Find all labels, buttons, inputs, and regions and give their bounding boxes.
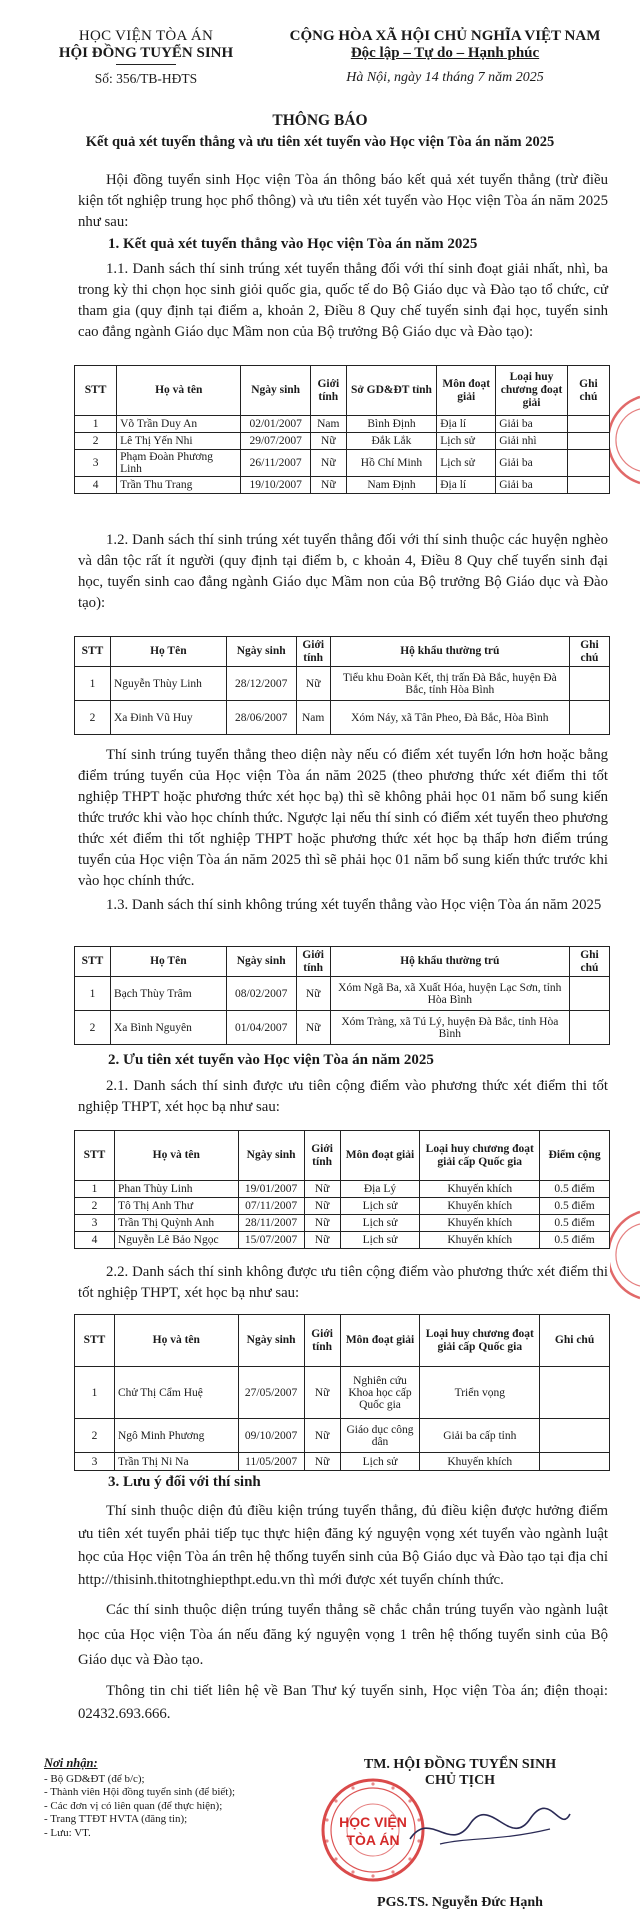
table-cell (540, 1419, 610, 1453)
table-1-3 (74, 946, 610, 1045)
table-cell: Nữ (296, 667, 330, 701)
table-cell: Nữ (304, 1181, 340, 1198)
recipient-item: - Các đơn vị có liên quan (để thực hiện); (44, 1799, 223, 1812)
table-cell: Ngô Minh Phương (114, 1419, 238, 1453)
table-cell: 1 (75, 977, 111, 1011)
table-cell: 2 (75, 433, 117, 450)
table-header-cell: Giới tính (304, 1315, 340, 1367)
table-cell: 1 (75, 1367, 115, 1419)
table-cell: Nguyễn Lê Bảo Ngọc (114, 1232, 238, 1249)
table-cell: Nam (310, 416, 346, 433)
table-cell: Xóm Náy, xã Tân Pheo, Đà Bắc, Hòa Bình (330, 701, 569, 735)
section2-1-paragraph: 2.1. Danh sách thí sinh được ưu tiên cộng điểm vào phương thức xét điểm thi tốt nghiệp THPT, xét học bạ như sau: (78, 1078, 608, 1115)
table-cell: Phạm Đoàn Phương Linh (117, 450, 241, 477)
table-cell (540, 1367, 610, 1419)
table-cell (569, 1011, 609, 1045)
table-header-cell: Họ và tên (117, 366, 241, 416)
table-header-cell: Họ Tên (110, 947, 226, 977)
section1-2-paragraph: 1.2. Danh sách thí sinh trúng xét tuyển thẳng đối với thí sinh thuộc các huyện nghèo và dân tộc rất ít người (quy định tại điểm b, c khoản 4, Điều 8 Quy chế tuyển sinh đại học, tuyển sinh cao đẳng ngành Giáo dục Mầm non của Bộ trưởng Bộ Giáo dục và Đào tạo): (78, 532, 608, 611)
table-cell: 3 (75, 1215, 115, 1232)
table-cell: Nam Định (346, 477, 437, 494)
table-cell: 28/12/2007 (226, 667, 296, 701)
national-title: CỘNG HÒA XÃ HỘI CHỦ NGHĨA VIỆT NAM (289, 28, 601, 44)
table-row (75, 1215, 610, 1232)
table-cell: 1 (75, 416, 117, 433)
table-cell: 02/01/2007 (241, 416, 311, 433)
recipient-item: - Thành viên Hội đồng tuyển sinh (để biết); (44, 1786, 236, 1798)
table-header-cell: Ngày sinh (238, 1131, 304, 1181)
table-header-cell: STT (75, 366, 117, 416)
table-cell: 2 (75, 1198, 115, 1215)
recipient-item: - Lưu: VT. (44, 1826, 91, 1839)
table-cell: 01/04/2007 (226, 1011, 296, 1045)
table-cell: Nữ (310, 477, 346, 494)
table-cell: Nữ (304, 1198, 340, 1215)
table-cell: Trần Thu Trang (117, 477, 241, 494)
national-block (270, 28, 620, 86)
table-cell (567, 433, 609, 450)
seal-text-line2: TÒA ÁN (346, 1832, 400, 1848)
table-cell: Triển vọng (420, 1367, 540, 1419)
table-header-cell: Loại huy chương đoạt giải cấp Quốc gia (420, 1315, 540, 1367)
table-cell: 1 (75, 667, 111, 701)
table-cell: 4 (75, 477, 117, 494)
handwritten-signature-icon (400, 1799, 580, 1859)
table-header-cell: Ghi chú (540, 1315, 610, 1367)
table-cell: Hồ Chí Minh (346, 450, 437, 477)
table-2-2 (74, 1314, 610, 1471)
table-header-cell: Ngày sinh (226, 947, 296, 977)
table-header-cell: Sở GD&ĐT tỉnh (346, 366, 437, 416)
table-cell: Lê Thị Yến Nhi (117, 433, 241, 450)
table-header-cell: Loại huy chương đoạt giải cấp Quốc gia (420, 1131, 540, 1181)
table-cell: 0.5 điểm (540, 1232, 610, 1249)
table-header-cell: Hộ khẩu thường trú (330, 637, 569, 667)
table-cell: Giải nhì (496, 433, 568, 450)
table-cell: Xa Đinh Vũ Huy (110, 701, 226, 735)
table-cell: Tô Thị Anh Thư (114, 1198, 238, 1215)
section3-heading: 3. Lưu ý đối với thí sinh (108, 1474, 261, 1490)
table-2-1 (74, 1130, 610, 1249)
table-cell: Nghiên cứu Khoa học cấp Quốc gia (340, 1367, 420, 1419)
table-cell: 19/01/2007 (238, 1181, 304, 1198)
table-cell: Xa Bình Nguyên (110, 1011, 226, 1045)
table-cell: 2 (75, 1419, 115, 1453)
table-cell: Nữ (296, 1011, 330, 1045)
table-cell: Lịch sử (340, 1232, 420, 1249)
table-cell: Xóm Ngã Ba, xã Xuất Hóa, huyện Lạc Sơn, tỉnh Hòa Bình (330, 977, 569, 1011)
table-cell: Nữ (310, 433, 346, 450)
table-cell: Giải ba (496, 477, 568, 494)
issuer-org: HỌC VIỆN TÒA ÁN (78, 28, 214, 44)
table-cell: 4 (75, 1232, 115, 1249)
issuer-block (36, 28, 256, 87)
section3-paragraph-1: Thí sinh thuộc diện đủ điều kiện trúng tuyển thẳng, đủ điều kiện được hưởng điểm ưu tiên xét tuyển phải tiếp tục thực hiện đăng ký nguyện vọng xét tuyển vào ngành luật học của Học viện Tòa án trên hệ thống tuyển sinh của Bộ Giáo dục và Đào tạo tại địa chỉ http://thisinh.thitotnghiepthpt.edu.vn thì mới được xét tuyển chính thức. (78, 1503, 608, 1588)
recipients-block (44, 1757, 294, 1840)
section3-paragraph-3: Thông tin chi tiết liên hệ về Ban Thư ký tuyển sinh, Học viện Tòa án; điện thoại: 02432.693.666. (78, 1683, 608, 1722)
table-cell: Nữ (304, 1215, 340, 1232)
table-header-cell: Ngày sinh (226, 637, 296, 667)
table-cell: 26/11/2007 (241, 450, 311, 477)
table-cell: Chử Thị Cẩm Huệ (114, 1367, 238, 1419)
table-cell: Trần Thị Ni Na (114, 1453, 238, 1471)
section1-heading: 1. Kết quả xét tuyển thẳng vào Học viện Tòa án năm 2025 (108, 236, 478, 252)
table-cell: Khuyến khích (420, 1453, 540, 1471)
table-header-cell: STT (75, 947, 111, 977)
table-header-cell: Ngày sinh (241, 366, 311, 416)
table-cell: Giải ba (496, 416, 568, 433)
table-cell: Trần Thị Quỳnh Anh (114, 1215, 238, 1232)
table-header-cell: STT (75, 637, 111, 667)
table-cell: 19/10/2007 (241, 477, 311, 494)
signer-name: PGS.TS. Nguyễn Đức Hạnh (377, 1895, 543, 1910)
table-header-row (75, 366, 610, 416)
table-header-row (75, 1131, 610, 1181)
table-cell: Phan Thùy Linh (114, 1181, 238, 1198)
table-header-cell: Ngày sinh (238, 1315, 304, 1367)
table-header-cell: Loại huy chương đoạt giải (496, 366, 568, 416)
section1-2-note: Thí sinh trúng tuyển thẳng theo diện này nếu có điểm xét tuyển lớn hơn hoặc bằng điểm trúng tuyển của Học viện Tòa án năm 2025 (theo phương thức xét điểm thi tốt nghiệp THPT hoặc phương thức xét học bạ) thì sẽ không phải học 01 năm bổ sung kiến thức trước khi vào học chính thức. Ngược lại nếu thí sinh có điểm xét tuyển theo phương thức xét điểm thi tốt nghiệp THPT hoặc phương thức xét học bạ thấp hơn điểm trúng tuyển của Học viện Tòa án năm 2025 thì sẽ phải học 01 năm bổ sung kiến thức trước khi vào học chính thức. (78, 747, 608, 889)
table-cell: Võ Trần Duy An (117, 416, 241, 433)
table-row (75, 477, 610, 494)
intro-paragraph: Hội đồng tuyển sinh Học viện Tòa án thông báo kết quả xét tuyển thẳng (trừ điều kiện tốt nghiệp trung học phổ thông) và ưu tiên xét tuyển vào Học viện Tòa án năm 2025 như sau: (78, 172, 608, 230)
table-cell: Địa lí (437, 477, 496, 494)
table-header-cell: Môn đoạt giải (340, 1131, 420, 1181)
table-header-row (75, 1315, 610, 1367)
table-cell: Nữ (304, 1367, 340, 1419)
table-row (75, 667, 610, 701)
table-row (75, 977, 610, 1011)
table-cell: 0.5 điểm (540, 1198, 610, 1215)
table-cell: Nguyễn Thùy Linh (110, 667, 226, 701)
table-cell: Lịch sử (340, 1198, 420, 1215)
table-cell: Giáo dục công dân (340, 1419, 420, 1453)
table-row (75, 416, 610, 433)
table-1-1 (74, 365, 610, 494)
table-cell: Địa Lý (340, 1181, 420, 1198)
table-header-row (75, 947, 610, 977)
seal-text-line1: HỌC VIỆN (339, 1814, 407, 1830)
recipient-item: - Trang TTĐT HVTA (đăng tin); (44, 1813, 188, 1825)
table-cell: 3 (75, 1453, 115, 1471)
table-row (75, 1198, 610, 1215)
table-row (75, 1419, 610, 1453)
table-cell: 09/10/2007 (238, 1419, 304, 1453)
table-header-cell: Môn đoạt giải (437, 366, 496, 416)
table-cell (567, 477, 609, 494)
section2-2-paragraph: 2.2. Danh sách thí sinh không được ưu tiên cộng điểm vào phương thức xét điểm thi tốt nghiệp THPT, xét học bạ như sau: (78, 1264, 608, 1301)
table-cell: 2 (75, 701, 111, 735)
table-cell: Khuyến khích (420, 1181, 540, 1198)
table-cell: 28/11/2007 (238, 1215, 304, 1232)
table-header-cell: Điểm cộng (540, 1131, 610, 1181)
recipients-heading: Nơi nhận: (44, 1756, 98, 1770)
table-row (75, 450, 610, 477)
section3-paragraph-2: Các thí sinh thuộc diện trúng tuyển thẳng sẽ chắc chắn trúng tuyển vào ngành luật học của Học viện Tòa án nếu đăng ký nguyện vọng 1 trên hệ thống tuyển sinh của Bộ Giáo dục và Đào tạo. (78, 1602, 608, 1668)
table-cell: 07/11/2007 (238, 1198, 304, 1215)
table-row (75, 1367, 610, 1419)
table-header-cell: Hộ khẩu thường trú (330, 947, 569, 977)
issuer-council: HỘI ĐỒNG TUYỂN SINH (58, 45, 234, 61)
table-1-2 (74, 636, 610, 735)
table-cell: Nữ (310, 450, 346, 477)
recipient-item: - Bộ GD&ĐT (để b/c); (44, 1772, 145, 1785)
table-cell: Đắk Lắk (346, 433, 437, 450)
table-header-cell: Ghi chú (570, 637, 610, 667)
document-number: Số: 356/TB-HĐTS (94, 71, 198, 86)
section1-1-paragraph: 1.1. Danh sách thí sinh trúng xét tuyển thẳng đối với thí sinh đoạt giải nhất, nhì, ba trong kỳ thi chọn học sinh giỏi quốc gia, quốc tế do Bộ Giáo dục và Đào tạo tổ chức, cử tham gia (quy định tại điểm a, khoản 2, Điều 8 Quy chế tuyển sinh đại học, tuyển sinh cao đẳng ngành Giáo dục Mầm non của Bộ trưởng Bộ Giáo dục và Đào tạo): (78, 261, 608, 340)
table-cell: 15/07/2007 (238, 1232, 304, 1249)
table-row (75, 433, 610, 450)
table-cell: Giải ba cấp tỉnh (420, 1419, 540, 1453)
table-row (75, 1011, 610, 1045)
table-header-row (75, 637, 610, 667)
table-header-cell: Họ và tên (114, 1131, 238, 1181)
table-cell: Địa lí (437, 416, 496, 433)
table-cell: Khuyến khích (420, 1215, 540, 1232)
issuer-underline (116, 64, 176, 65)
table-cell: Nữ (304, 1453, 340, 1471)
place-date: Hà Nội, ngày 14 tháng 7 năm 2025 (346, 70, 544, 85)
table-cell: 1 (75, 1181, 115, 1198)
table-cell: 27/05/2007 (238, 1367, 304, 1419)
table-cell: Nam (296, 701, 330, 735)
national-motto: Độc lập – Tự do – Hạnh phúc (350, 45, 540, 61)
table-row (75, 701, 610, 735)
table-cell: Bình Định (346, 416, 437, 433)
table-cell: Lịch sử (437, 450, 496, 477)
table-header-cell: Giới tính (296, 947, 330, 977)
signature-title: TM. HỘI ĐỒNG TUYỂN SINH (363, 1757, 557, 1772)
signature-role: CHỦ TỊCH (424, 1773, 496, 1788)
table-header-cell: Họ và tên (114, 1315, 238, 1367)
table-cell: Giải ba (496, 450, 568, 477)
table-row (75, 1453, 610, 1471)
table-header-cell: STT (75, 1315, 115, 1367)
seal-fragment-icon (610, 395, 640, 485)
table-cell: Tiểu khu Đoàn Kết, thị trấn Đà Bắc, huyện Đà Bắc, tỉnh Hòa Bình (330, 667, 569, 701)
table-header-cell: Giới tính (304, 1131, 340, 1181)
table-cell: 28/06/2007 (226, 701, 296, 735)
table-cell (540, 1453, 610, 1471)
table-cell (567, 416, 609, 433)
table-cell: Bạch Thùy Trâm (110, 977, 226, 1011)
table-cell: Khuyến khích (420, 1198, 540, 1215)
seal-fragment-icon (610, 1210, 640, 1300)
table-header-cell: STT (75, 1131, 115, 1181)
section2-heading: 2. Ưu tiên xét tuyển vào Học viện Tòa án năm 2025 (108, 1052, 434, 1068)
table-cell: Lịch sử (340, 1215, 420, 1232)
table-cell (567, 450, 609, 477)
table-cell: Lịch sử (437, 433, 496, 450)
table-cell: Lịch sử (340, 1453, 420, 1471)
table-cell: 11/05/2007 (238, 1453, 304, 1471)
table-cell (570, 701, 610, 735)
table-row (75, 1232, 610, 1249)
table-cell: Nữ (296, 977, 330, 1011)
document-subtitle: Kết quả xét tuyển thẳng và ưu tiên xét tuyển vào Học viện Tòa án năm 2025 (85, 134, 555, 150)
table-cell: 08/02/2007 (226, 977, 296, 1011)
document-title: THÔNG BÁO (272, 112, 368, 129)
table-cell: 0.5 điểm (540, 1215, 610, 1232)
table-header-cell: Giới tính (296, 637, 330, 667)
table-cell: 29/07/2007 (241, 433, 311, 450)
table-header-cell: Môn đoạt giải (340, 1315, 420, 1367)
table-cell: 2 (75, 1011, 111, 1045)
table-cell: 0.5 điểm (540, 1181, 610, 1198)
table-cell (570, 667, 610, 701)
table-cell: Nữ (304, 1232, 340, 1249)
table-cell (569, 977, 609, 1011)
table-cell: 3 (75, 450, 117, 477)
table-cell: Nữ (304, 1419, 340, 1453)
table-header-cell: Họ Tên (110, 637, 226, 667)
table-header-cell: Ghi chú (567, 366, 609, 416)
table-cell: Khuyến khích (420, 1232, 540, 1249)
section1-3-paragraph: 1.3. Danh sách thí sinh không trúng xét tuyển thẳng vào Học viện Tòa án năm 2025 (106, 897, 602, 913)
table-header-cell: Giới tính (310, 366, 346, 416)
table-row (75, 1181, 610, 1198)
table-header-cell: Ghi chú (569, 947, 609, 977)
table-cell: Xóm Tràng, xã Tú Lý, huyện Đà Bắc, tỉnh Hòa Bình (330, 1011, 569, 1045)
